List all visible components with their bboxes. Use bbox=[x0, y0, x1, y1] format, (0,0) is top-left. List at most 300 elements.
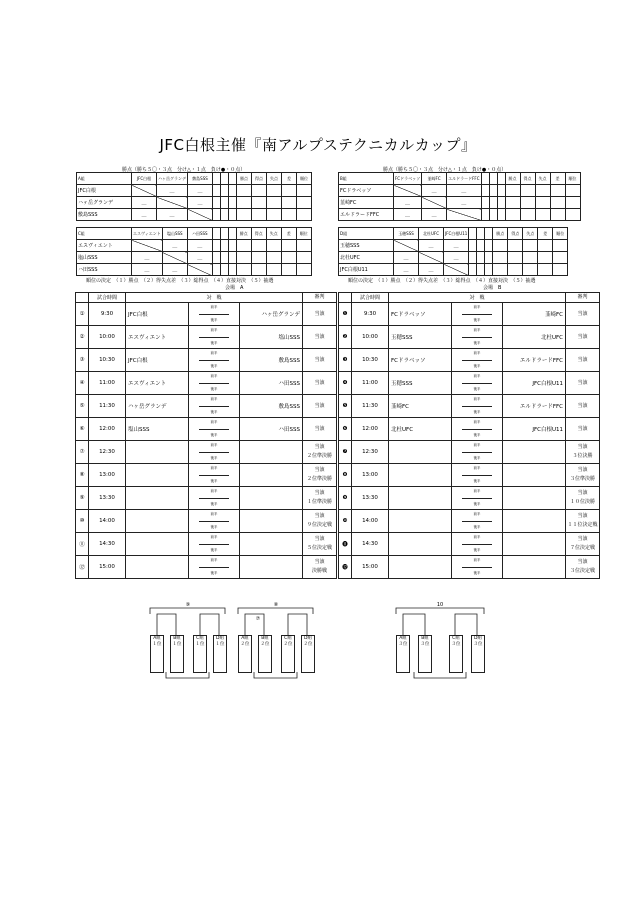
team-name: 敷島SSS bbox=[77, 209, 132, 221]
team-b bbox=[240, 533, 303, 556]
first-half-label: 前半 bbox=[210, 305, 218, 309]
schedule-b bbox=[338, 292, 600, 579]
score-box bbox=[189, 349, 240, 372]
match-number: ② bbox=[76, 326, 89, 349]
match-time: 12:30 bbox=[89, 441, 126, 464]
match-row bbox=[339, 303, 600, 326]
score-divider bbox=[462, 544, 492, 545]
score-divider bbox=[462, 429, 492, 430]
team-a bbox=[389, 533, 452, 556]
second-half-label: 後半 bbox=[473, 502, 481, 506]
match-number: ❷ bbox=[339, 326, 352, 349]
referee-cell bbox=[566, 326, 600, 349]
col-header: JFC白根 bbox=[132, 173, 157, 185]
second-half-label: 後半 bbox=[210, 525, 218, 529]
referee-text: 当該 bbox=[314, 333, 325, 340]
referee-text: 当該 bbox=[577, 467, 588, 473]
col-header: 順位 bbox=[553, 228, 568, 240]
team-a: ハヶ岳グランデ bbox=[126, 395, 189, 418]
referee-text: 当該 bbox=[314, 402, 325, 409]
ranking-rule-right: 順位の決定 （１）勝点 （２）得失点差 （３）総得点 （４）直接対決 （５）抽選 bbox=[348, 278, 536, 284]
team-a: 韮崎FC bbox=[389, 395, 452, 418]
first-half-label: 前半 bbox=[210, 374, 218, 378]
team-b: エルドラードFFC bbox=[503, 349, 566, 372]
team-b bbox=[503, 556, 566, 579]
referee-cell bbox=[303, 556, 337, 579]
score-box bbox=[189, 418, 240, 441]
col-header: FCドラベッソ bbox=[394, 173, 422, 185]
col-header: JFC白根U11 bbox=[444, 228, 469, 240]
team-b bbox=[503, 533, 566, 556]
col-header: エルドラードFFC bbox=[447, 173, 481, 185]
header-match: 対 戦 bbox=[126, 293, 303, 303]
match-time: 14:30 bbox=[89, 533, 126, 556]
col-header: ハヶ岳グランデ bbox=[157, 173, 188, 185]
score-box bbox=[189, 464, 240, 487]
match-row bbox=[76, 533, 337, 556]
second-half-label: 後半 bbox=[210, 571, 218, 575]
match-time: 10:00 bbox=[352, 326, 389, 349]
match-time: 13:30 bbox=[89, 487, 126, 510]
first-half-label: 前半 bbox=[473, 466, 481, 470]
team-a: エスヴィエント bbox=[126, 326, 189, 349]
bracket-line bbox=[157, 614, 176, 635]
referee-text: 当該 bbox=[577, 379, 588, 386]
match-time: 11:00 bbox=[352, 372, 389, 395]
group-label: B組 bbox=[339, 173, 394, 185]
referee-text: ３位決定戦 bbox=[569, 568, 595, 574]
second-half-label: 後半 bbox=[473, 571, 481, 575]
match-number: ⑤ bbox=[76, 395, 89, 418]
bracket-slot: B組３位 bbox=[418, 635, 432, 673]
match-row bbox=[76, 349, 337, 372]
score-box bbox=[452, 349, 503, 372]
col-header: 得点 bbox=[508, 228, 523, 240]
match-time: 12:30 bbox=[352, 441, 389, 464]
second-half-label: 後半 bbox=[210, 479, 218, 483]
group-b-table: B組 FCドラベッソ 韮崎FC エルドラードFFC 勝点 得点 失点 差 順位 FCドラベッソ ＿ ＿ 韮崎FC ＿ ＿ エルドラードFFC ＿ ＿ bbox=[338, 172, 581, 221]
referee-text: 当該 bbox=[314, 356, 325, 363]
first-half-label: 前半 bbox=[210, 535, 218, 539]
team-b: 敷島SSS bbox=[240, 349, 303, 372]
bracket-label: ⑧ bbox=[273, 602, 279, 608]
match-time: 12:00 bbox=[89, 418, 126, 441]
bracket-slot: C組３位 bbox=[449, 635, 463, 673]
second-half-label: 後半 bbox=[210, 433, 218, 437]
referee-cell bbox=[566, 533, 600, 556]
score-box bbox=[189, 372, 240, 395]
score-divider bbox=[462, 475, 492, 476]
first-half-label: 前半 bbox=[473, 328, 481, 332]
col-header: 差 bbox=[282, 173, 297, 185]
team-b: ハヶ岳グランデ bbox=[240, 303, 303, 326]
team-b bbox=[503, 510, 566, 533]
match-number: ❸ bbox=[339, 349, 352, 372]
referee-cell bbox=[566, 510, 600, 533]
schedule-header-row bbox=[339, 293, 600, 303]
match-number: ❾ bbox=[339, 487, 352, 510]
match-row bbox=[339, 418, 600, 441]
score-divider bbox=[199, 383, 229, 384]
col-header: 失点 bbox=[267, 173, 282, 185]
match-time: 11:30 bbox=[89, 395, 126, 418]
first-half-label: 前半 bbox=[210, 489, 218, 493]
match-row bbox=[339, 510, 600, 533]
col-header: 玉穂SSS bbox=[394, 228, 419, 240]
schedule-a bbox=[75, 292, 337, 579]
match-number: ⑥ bbox=[76, 418, 89, 441]
venue-b-label: 会場 B bbox=[483, 285, 502, 291]
group-label: D組 bbox=[339, 228, 394, 240]
referee-cell bbox=[303, 349, 337, 372]
score-box bbox=[189, 510, 240, 533]
bracket-slot: A組２位 bbox=[238, 635, 252, 673]
team-b: ハ田SSS bbox=[240, 418, 303, 441]
team-name: エスヴィエント bbox=[77, 240, 132, 252]
match-row bbox=[76, 418, 337, 441]
score-box bbox=[452, 395, 503, 418]
referee-cell bbox=[566, 441, 600, 464]
first-half-label: 前半 bbox=[210, 397, 218, 401]
match-time: 14:00 bbox=[352, 510, 389, 533]
team-a bbox=[126, 464, 189, 487]
group-label: C組 bbox=[77, 228, 132, 240]
referee-text: 当該 bbox=[314, 444, 325, 450]
referee-text: 当該 bbox=[577, 444, 588, 450]
bracket-line bbox=[455, 614, 477, 635]
match-time: 10:00 bbox=[89, 326, 126, 349]
score-divider bbox=[199, 521, 229, 522]
referee-text: 当該 bbox=[314, 379, 325, 386]
match-time: 10:30 bbox=[352, 349, 389, 372]
second-half-label: 後半 bbox=[210, 548, 218, 552]
score-divider bbox=[462, 337, 492, 338]
brackets bbox=[0, 600, 636, 690]
team-a bbox=[126, 487, 189, 510]
first-half-label: 前半 bbox=[473, 489, 481, 493]
referee-text: 当該 bbox=[577, 513, 588, 519]
team-a bbox=[389, 441, 452, 464]
match-time: 9:30 bbox=[352, 303, 389, 326]
col-header: 順位 bbox=[297, 173, 312, 185]
referee-cell bbox=[566, 303, 600, 326]
second-half-label: 後半 bbox=[210, 364, 218, 368]
team-name: 韮崎FC bbox=[339, 197, 394, 209]
score-box bbox=[452, 441, 503, 464]
match-number: ❻ bbox=[339, 418, 352, 441]
match-number: ❽ bbox=[339, 464, 352, 487]
team-b bbox=[240, 487, 303, 510]
bracket-slot: C組１位 bbox=[193, 635, 207, 673]
match-number: ❺ bbox=[339, 395, 352, 418]
referee-text: 当該 bbox=[314, 536, 325, 542]
referee-text: 当該 bbox=[577, 536, 588, 542]
score-divider bbox=[462, 314, 492, 315]
team-name: ハ田SSS bbox=[77, 264, 132, 276]
score-box bbox=[452, 303, 503, 326]
referee-text: １位準決勝 bbox=[306, 499, 332, 505]
bracket-line bbox=[245, 614, 264, 635]
first-half-label: 前半 bbox=[473, 512, 481, 516]
first-half-label: 前半 bbox=[473, 420, 481, 424]
first-half-label: 前半 bbox=[473, 443, 481, 447]
second-half-label: 後半 bbox=[473, 410, 481, 414]
referee-text: ２位準決勝 bbox=[306, 476, 332, 482]
schedule-header-row bbox=[76, 293, 337, 303]
bracket-label: 10 bbox=[436, 602, 444, 608]
team-a: 北杜UFC bbox=[389, 418, 452, 441]
team-name: FCドラベッソ bbox=[339, 185, 394, 197]
col-header: 敷島SSS bbox=[188, 173, 213, 185]
team-name: 北杜UFC bbox=[339, 252, 394, 264]
match-time: 11:00 bbox=[89, 372, 126, 395]
second-half-label: 後半 bbox=[473, 433, 481, 437]
score-box bbox=[189, 395, 240, 418]
team-a bbox=[389, 464, 452, 487]
match-number: ❼ bbox=[339, 441, 352, 464]
referee-text: 当該 bbox=[577, 402, 588, 409]
match-time: 12:00 bbox=[352, 418, 389, 441]
referee-text: 決勝戦 bbox=[311, 568, 327, 574]
team-b bbox=[240, 464, 303, 487]
bracket-slot: C組２位 bbox=[281, 635, 295, 673]
bracket-line bbox=[238, 608, 313, 614]
match-row bbox=[339, 487, 600, 510]
col-header: 北杜UFC bbox=[419, 228, 444, 240]
match-number: ④ bbox=[76, 372, 89, 395]
match-row bbox=[76, 441, 337, 464]
match-time: 13:30 bbox=[352, 487, 389, 510]
first-half-label: 前半 bbox=[210, 466, 218, 470]
col-header: ハ田SSS bbox=[187, 228, 212, 240]
match-row bbox=[339, 349, 600, 372]
team-name: 塩山SSS bbox=[77, 252, 132, 264]
score-divider bbox=[199, 475, 229, 476]
match-number: ① bbox=[76, 303, 89, 326]
match-row bbox=[76, 510, 337, 533]
second-half-label: 後半 bbox=[473, 364, 481, 368]
referee-text: 当該 bbox=[314, 310, 325, 317]
match-row bbox=[76, 464, 337, 487]
referee-text: 当該 bbox=[577, 356, 588, 363]
points-note-left: 勝点（勝ち５〇・３点 分け△・１点 負け●・０点） bbox=[122, 167, 246, 173]
col-header: 順位 bbox=[565, 173, 580, 185]
score-divider bbox=[199, 429, 229, 430]
match-number: ⑩ bbox=[76, 510, 89, 533]
team-b bbox=[503, 464, 566, 487]
second-half-label: 後半 bbox=[473, 318, 481, 322]
team-name: エルドラードFFC bbox=[339, 209, 394, 221]
score-divider bbox=[199, 337, 229, 338]
referee-cell bbox=[566, 487, 600, 510]
header-time: 試合時間 bbox=[89, 293, 126, 303]
referee-text: １０位決勝 bbox=[569, 499, 595, 505]
referee-text: 当該 bbox=[577, 333, 588, 340]
team-name: JFC白根U11 bbox=[339, 264, 394, 276]
referee-text: 当該 bbox=[314, 425, 325, 432]
col-header: 勝点 bbox=[493, 228, 508, 240]
match-time: 13:00 bbox=[352, 464, 389, 487]
score-box bbox=[189, 533, 240, 556]
match-time: 15:00 bbox=[352, 556, 389, 579]
referee-cell bbox=[566, 349, 600, 372]
second-half-label: 後半 bbox=[473, 387, 481, 391]
referee-text: 当該 bbox=[314, 490, 325, 496]
score-box bbox=[189, 303, 240, 326]
bracket-slot: A組１位 bbox=[150, 635, 164, 673]
team-a bbox=[389, 556, 452, 579]
team-b: 敷島SSS bbox=[240, 395, 303, 418]
match-row bbox=[76, 372, 337, 395]
team-b: 塩山SSS bbox=[240, 326, 303, 349]
referee-cell bbox=[566, 418, 600, 441]
match-number: ⑪ bbox=[76, 533, 89, 556]
match-row bbox=[76, 487, 337, 510]
group-c-table: C組 エスヴィエント 塩山SSS ハ田SSS 勝点 得点 失点 差 順位 エスヴィエント ＿ ＿ 塩山SSS ＿ ＿ ハ田SSS ＿ ＿ bbox=[76, 227, 312, 276]
score-box bbox=[452, 464, 503, 487]
score-divider bbox=[199, 360, 229, 361]
header-time: 試合時間 bbox=[352, 293, 389, 303]
bracket-line bbox=[200, 614, 219, 635]
match-time: 9:30 bbox=[89, 303, 126, 326]
header-ref: 審判 bbox=[566, 293, 600, 303]
team-b: エルドラードFFC bbox=[503, 395, 566, 418]
col-header: 得点 bbox=[252, 173, 267, 185]
first-half-label: 前半 bbox=[210, 558, 218, 562]
col-header: 差 bbox=[281, 228, 296, 240]
ranking-rule-left: 順位の決定 （１）勝点 （２）得失点差 （３）総得点 （４）直接対決 （５）抽選 bbox=[86, 278, 274, 284]
bracket-slot: D組１位 bbox=[213, 635, 227, 673]
match-row bbox=[339, 441, 600, 464]
match-time: 13:00 bbox=[89, 464, 126, 487]
referee-text: 当該 bbox=[314, 513, 325, 519]
referee-cell bbox=[303, 372, 337, 395]
match-row bbox=[339, 395, 600, 418]
match-time: 14:00 bbox=[89, 510, 126, 533]
team-a bbox=[389, 510, 452, 533]
team-a: 玉穂SSS bbox=[389, 372, 452, 395]
match-number: ❶ bbox=[339, 303, 352, 326]
score-box bbox=[452, 533, 503, 556]
col-header: 韮崎FC bbox=[422, 173, 447, 185]
group-label: A組 bbox=[77, 173, 132, 185]
score-divider bbox=[462, 498, 492, 499]
match-row bbox=[76, 326, 337, 349]
second-half-label: 後半 bbox=[210, 456, 218, 460]
referee-cell bbox=[303, 510, 337, 533]
referee-text: ３位決勝 bbox=[572, 453, 593, 459]
team-b bbox=[240, 441, 303, 464]
team-b: 韮崎FC bbox=[503, 303, 566, 326]
match-number: ⓫ bbox=[339, 533, 352, 556]
score-divider bbox=[199, 498, 229, 499]
referee-text: ７位決定戦 bbox=[569, 545, 595, 551]
col-header: 得点 bbox=[520, 173, 535, 185]
second-half-label: 後半 bbox=[473, 456, 481, 460]
first-half-label: 前半 bbox=[473, 558, 481, 562]
team-b: JFC白根U11 bbox=[503, 418, 566, 441]
match-time: 14:30 bbox=[352, 533, 389, 556]
team-a bbox=[389, 487, 452, 510]
col-header: 順位 bbox=[296, 228, 311, 240]
referee-text: 当該 bbox=[314, 559, 325, 565]
score-box bbox=[452, 372, 503, 395]
match-row bbox=[339, 533, 600, 556]
team-name: JFC白根 bbox=[77, 185, 132, 197]
first-half-label: 前半 bbox=[473, 397, 481, 401]
first-half-label: 前半 bbox=[473, 535, 481, 539]
score-box bbox=[452, 556, 503, 579]
referee-cell bbox=[566, 556, 600, 579]
score-box bbox=[452, 418, 503, 441]
second-half-label: 後半 bbox=[210, 387, 218, 391]
team-a: 玉穂SSS bbox=[389, 326, 452, 349]
referee-cell bbox=[566, 395, 600, 418]
referee-cell bbox=[303, 303, 337, 326]
team-a: FCドラベッソ bbox=[389, 303, 452, 326]
second-half-label: 後半 bbox=[473, 548, 481, 552]
col-header: 失点 bbox=[523, 228, 538, 240]
match-row bbox=[76, 556, 337, 579]
second-half-label: 後半 bbox=[210, 318, 218, 322]
bracket-slot: B組１位 bbox=[170, 635, 184, 673]
referee-text: 当該 bbox=[577, 559, 588, 565]
team-b bbox=[503, 441, 566, 464]
referee-cell bbox=[303, 464, 337, 487]
team-b: 北杜UFC bbox=[503, 326, 566, 349]
team-a: エスヴィエント bbox=[126, 372, 189, 395]
match-number: ❹ bbox=[339, 372, 352, 395]
col-header: 勝点 bbox=[505, 173, 520, 185]
bracket-slot: D組３位 bbox=[471, 635, 485, 673]
bracket-line bbox=[288, 614, 307, 635]
team-b: JFC白根U11 bbox=[503, 372, 566, 395]
referee-text: 当該 bbox=[577, 425, 588, 432]
match-row bbox=[339, 556, 600, 579]
score-divider bbox=[199, 452, 229, 453]
first-half-label: 前半 bbox=[473, 351, 481, 355]
team-b bbox=[503, 487, 566, 510]
referee-text: ９位決定戦 bbox=[306, 522, 332, 528]
bracket-line bbox=[150, 608, 225, 614]
score-divider bbox=[462, 383, 492, 384]
score-box bbox=[189, 326, 240, 349]
team-a: 塩山SSS bbox=[126, 418, 189, 441]
referee-text: １１位決定戦 bbox=[567, 522, 598, 528]
team-b: ハ田SSS bbox=[240, 372, 303, 395]
score-box bbox=[189, 556, 240, 579]
score-divider bbox=[199, 406, 229, 407]
col-header: 失点 bbox=[266, 228, 281, 240]
referee-cell bbox=[303, 326, 337, 349]
match-time: 10:30 bbox=[89, 349, 126, 372]
team-name: ハヶ岳グランデ bbox=[77, 197, 132, 209]
col-header: エスヴィエント bbox=[132, 228, 163, 240]
team-a bbox=[126, 556, 189, 579]
first-half-label: 前半 bbox=[473, 305, 481, 309]
score-box bbox=[189, 441, 240, 464]
team-a: JFC白根 bbox=[126, 303, 189, 326]
referee-text: 当該 bbox=[577, 310, 588, 317]
venue-a-label: 会場 A bbox=[225, 285, 244, 291]
match-number: ⓬ bbox=[339, 556, 352, 579]
referee-text: 当該 bbox=[577, 490, 588, 496]
referee-text: ５位決定戦 bbox=[306, 545, 332, 551]
match-time: 11:30 bbox=[352, 395, 389, 418]
col-header: 差 bbox=[550, 173, 565, 185]
match-row bbox=[76, 395, 337, 418]
bracket-slot: A組３位 bbox=[396, 635, 410, 673]
